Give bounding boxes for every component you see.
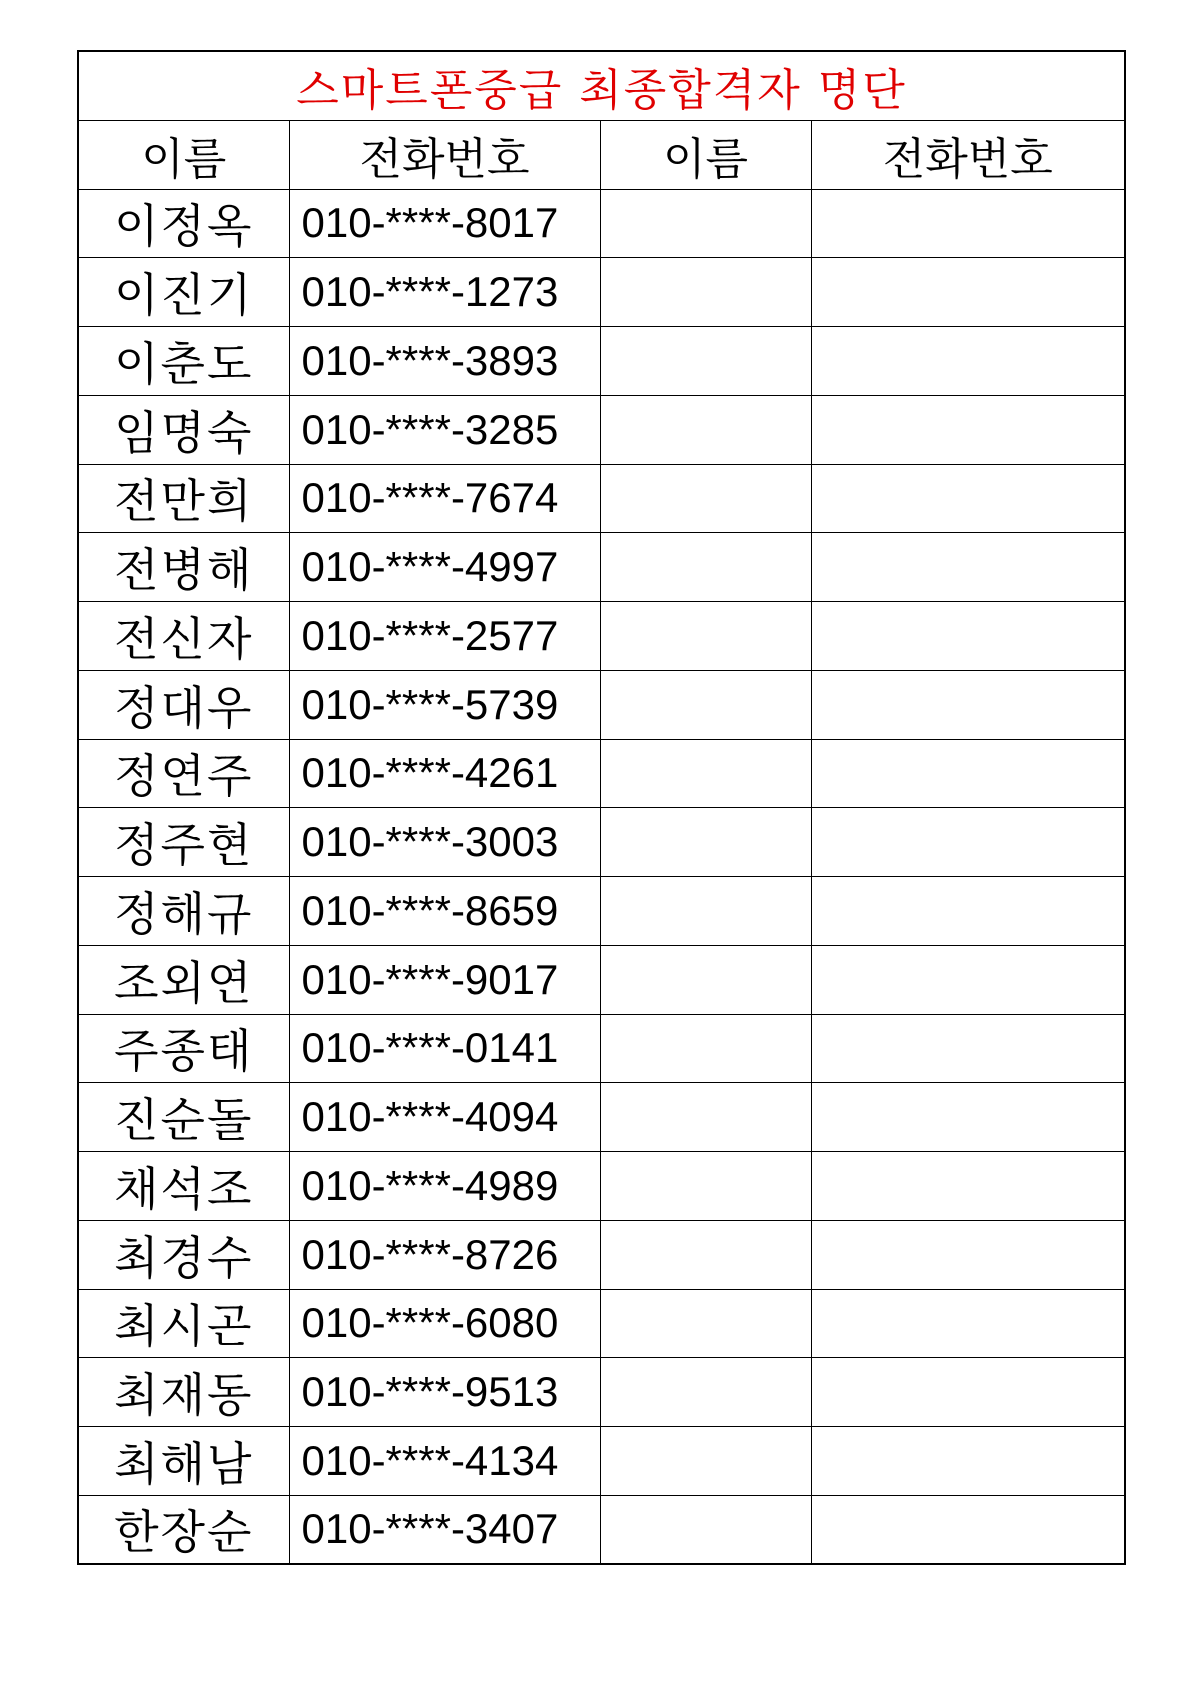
phone-cell: 010-****-0141 (289, 1014, 600, 1083)
name-cell: 임명숙 (78, 395, 289, 464)
empty-name-cell (600, 877, 811, 946)
table-row (78, 670, 1125, 739)
table-row (78, 464, 1125, 533)
table-row (78, 533, 1125, 602)
name-cell: 정주현 (78, 808, 289, 877)
phone-cell: 010-****-2577 (289, 602, 600, 671)
empty-name-cell (600, 327, 811, 396)
empty-name-cell (600, 395, 811, 464)
empty-phone-cell (811, 189, 1125, 258)
phone-cell: 010-****-5739 (289, 670, 600, 739)
title-row (78, 51, 1125, 120)
table-row (78, 189, 1125, 258)
table-row (78, 1220, 1125, 1289)
table-row (78, 945, 1125, 1014)
column-header-name-2: 이름 (600, 120, 811, 189)
phone-cell: 010-****-8659 (289, 877, 600, 946)
table-row (78, 1152, 1125, 1221)
empty-phone-cell (811, 945, 1125, 1014)
empty-phone-cell (811, 670, 1125, 739)
empty-phone-cell (811, 1220, 1125, 1289)
empty-name-cell (600, 258, 811, 327)
empty-phone-cell (811, 808, 1125, 877)
phone-cell: 010-****-8017 (289, 189, 600, 258)
phone-cell: 010-****-3003 (289, 808, 600, 877)
name-cell: 최시곤 (78, 1289, 289, 1358)
phone-cell: 010-****-9513 (289, 1358, 600, 1427)
empty-phone-cell (811, 1427, 1125, 1496)
empty-phone-cell (811, 602, 1125, 671)
name-cell: 한장순 (78, 1495, 289, 1564)
empty-name-cell (600, 1152, 811, 1221)
phone-cell: 010-****-1273 (289, 258, 600, 327)
empty-name-cell (600, 808, 811, 877)
table-row (78, 1495, 1125, 1564)
empty-name-cell (600, 1014, 811, 1083)
table-row (78, 1358, 1125, 1427)
empty-phone-cell (811, 1358, 1125, 1427)
empty-name-cell (600, 945, 811, 1014)
empty-name-cell (600, 1220, 811, 1289)
empty-phone-cell (811, 1152, 1125, 1221)
phone-cell: 010-****-4134 (289, 1427, 600, 1496)
phone-cell: 010-****-4997 (289, 533, 600, 602)
name-cell: 이진기 (78, 258, 289, 327)
name-cell: 최경수 (78, 1220, 289, 1289)
table-row (78, 1014, 1125, 1083)
empty-name-cell (600, 739, 811, 808)
name-cell: 전신자 (78, 602, 289, 671)
empty-name-cell (600, 464, 811, 533)
name-cell: 전만희 (78, 464, 289, 533)
empty-phone-cell (811, 258, 1125, 327)
page-title: 스마트폰중급 최종합격자 명단 (78, 51, 1125, 120)
table-row (78, 1289, 1125, 1358)
name-cell: 전병해 (78, 533, 289, 602)
empty-name-cell (600, 1358, 811, 1427)
name-cell: 정연주 (78, 739, 289, 808)
table-row (78, 808, 1125, 877)
empty-phone-cell (811, 395, 1125, 464)
column-header-phone-1: 전화번호 (289, 120, 600, 189)
name-cell: 주종태 (78, 1014, 289, 1083)
empty-name-cell (600, 602, 811, 671)
phone-cell: 010-****-3893 (289, 327, 600, 396)
table-row (78, 395, 1125, 464)
empty-name-cell (600, 533, 811, 602)
empty-name-cell (600, 189, 811, 258)
phone-cell: 010-****-4094 (289, 1083, 600, 1152)
empty-name-cell (600, 1495, 811, 1564)
phone-cell: 010-****-9017 (289, 945, 600, 1014)
empty-name-cell (600, 670, 811, 739)
table-body (78, 189, 1125, 1564)
name-cell: 최해남 (78, 1427, 289, 1496)
empty-name-cell (600, 1427, 811, 1496)
name-cell: 정해규 (78, 877, 289, 946)
name-cell: 조외연 (78, 945, 289, 1014)
table-row (78, 258, 1125, 327)
name-cell: 이춘도 (78, 327, 289, 396)
table-row (78, 1083, 1125, 1152)
name-cell: 정대우 (78, 670, 289, 739)
empty-phone-cell (811, 1289, 1125, 1358)
phone-cell: 010-****-4989 (289, 1152, 600, 1221)
table-row (78, 877, 1125, 946)
empty-phone-cell (811, 1014, 1125, 1083)
name-cell: 진순돌 (78, 1083, 289, 1152)
empty-name-cell (600, 1083, 811, 1152)
phone-cell: 010-****-6080 (289, 1289, 600, 1358)
table-row (78, 1427, 1125, 1496)
empty-phone-cell (811, 327, 1125, 396)
phone-cell: 010-****-4261 (289, 739, 600, 808)
empty-phone-cell (811, 877, 1125, 946)
phone-cell: 010-****-3407 (289, 1495, 600, 1564)
empty-phone-cell (811, 1083, 1125, 1152)
empty-phone-cell (811, 533, 1125, 602)
header-row (78, 120, 1125, 189)
empty-phone-cell (811, 464, 1125, 533)
applicant-table (77, 50, 1126, 1565)
table-row (78, 739, 1125, 808)
table-row (78, 602, 1125, 671)
empty-phone-cell (811, 739, 1125, 808)
empty-phone-cell (811, 1495, 1125, 1564)
phone-cell: 010-****-3285 (289, 395, 600, 464)
name-cell: 채석조 (78, 1152, 289, 1221)
table-row (78, 327, 1125, 396)
name-cell: 최재동 (78, 1358, 289, 1427)
empty-name-cell (600, 1289, 811, 1358)
phone-cell: 010-****-8726 (289, 1220, 600, 1289)
column-header-phone-2: 전화번호 (811, 120, 1125, 189)
name-cell: 이정옥 (78, 189, 289, 258)
phone-cell: 010-****-7674 (289, 464, 600, 533)
column-header-name-1: 이름 (78, 120, 289, 189)
